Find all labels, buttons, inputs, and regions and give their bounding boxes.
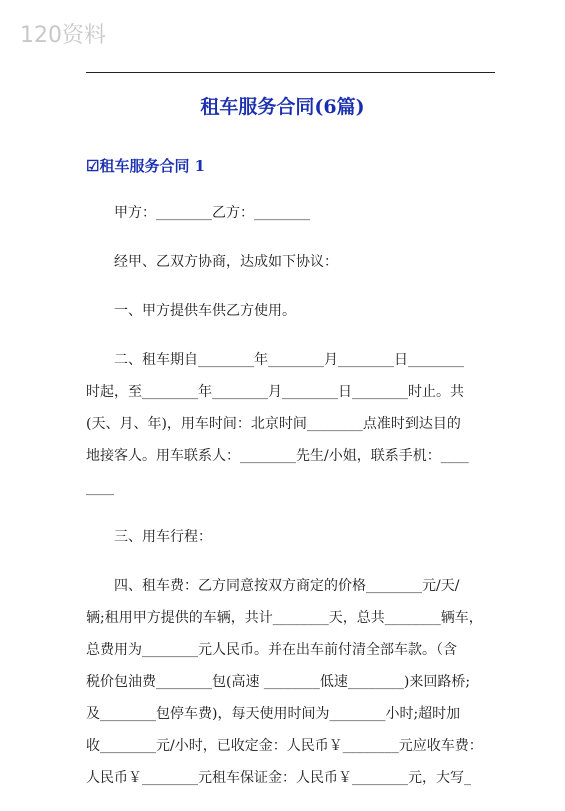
paragraph-clause-4 [86, 570, 484, 794]
paragraph-line: 辆;租用甲方提供的车辆，共计________天，总共________辆车， [86, 610, 483, 626]
paragraph-clause-3 [86, 521, 484, 553]
paragraph-line: 二、租车期自________年________月________日________ [114, 352, 464, 368]
paragraph-line: 经甲、乙双方协商，达成如下协议： [114, 254, 338, 270]
section-heading: ☑租车服务合同 1 [86, 157, 206, 175]
watermark-logo: 120资料 [20, 23, 106, 48]
paragraph-line: 税价包油费________包(高速 ________低速________)来回路桥; [86, 674, 471, 690]
paragraph-line: 三、用车行程： [114, 529, 212, 545]
paragraph-line: ____ [86, 480, 114, 496]
paragraph-line: 及________包停车费)，每天使用时间为________小时;超时加 [86, 706, 461, 722]
paragraph-agreement [86, 246, 484, 278]
paragraph-parties [86, 197, 484, 229]
paragraph-line: 人民币￥________元租车保证金：人民币￥________元，大写_ [86, 770, 471, 786]
paragraph-clause-1 [86, 295, 484, 327]
paragraph-line: 甲方：________乙方：________ [114, 205, 310, 221]
paragraph-line: (天、月、年)，用车时间：北京时间________点准时到达目的 [86, 416, 461, 432]
paragraph-clause-2 [86, 344, 484, 504]
paragraph-line: 总费用为________元人民币。并在出车前付清全部车款。（含 [86, 642, 457, 658]
paragraph-line: 收________元/小时，已收定金：人民币￥________元应收车费： [86, 738, 483, 754]
document-title: 租车服务合同(6篇) [200, 96, 365, 118]
paragraph-line: 一、甲方提供车供乙方使用。 [114, 303, 296, 319]
paragraph-line: 时起，至________年________月________日________时止。共 [86, 384, 464, 400]
document-body [86, 197, 484, 811]
paragraph-line: 四、租车费：乙方同意按双方商定的价格________元/天/ [114, 578, 460, 594]
paragraph-line: 地接客人。用车联系人：________先生/小姐，联系手机：____ [86, 448, 469, 464]
header-divider [86, 72, 495, 73]
